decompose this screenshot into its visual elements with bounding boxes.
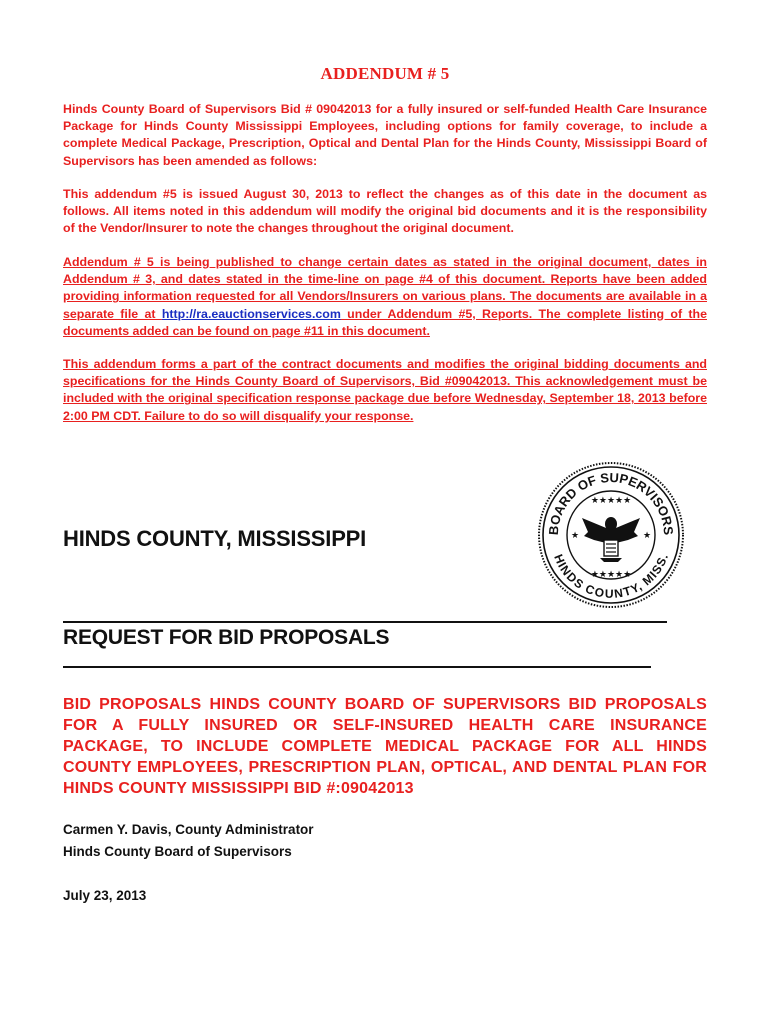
svg-text:★: ★: [642, 531, 652, 541]
seal-top-text: BOARD OF SUPERVISORS: [545, 469, 677, 536]
administrator-name: Carmen Y. Davis, County Administrator: [63, 822, 314, 837]
heading-rule-bottom: [63, 666, 651, 668]
svg-text:★: ★: [570, 531, 580, 541]
eagle-emblem: [582, 517, 640, 562]
board-name: Hinds County Board of Supervisors: [63, 844, 292, 859]
rfp-heading: REQUEST FOR BID PROPOSALS: [63, 626, 390, 649]
published-text-start: Addendum # 5 is being published to change certain dates as stated in the original document, dates in Addendum # 3, and dates stated in the time-line on page #4 of this document. Reports have been added providing information requested for all Vendors/Insurers on various plans. The documents are available in a separate file at: [63, 255, 707, 321]
heading-rule-top: [63, 621, 667, 623]
svg-text:★★★★★: ★★★★★: [590, 570, 632, 580]
document-date: July 23, 2013: [63, 888, 147, 903]
addendum-title: ADDENDUM # 5: [320, 64, 450, 83]
county-seal: [536, 460, 686, 610]
seal-bottom-text: HINDS COUNTY, MISS.: [551, 552, 671, 601]
intro-paragraph: Hinds County Board of Supervisors Bid # 09042013 for a fully insured or self-funded Health Care Insurance Package for Hinds County Mississippi Employees, including options for family coverage, to include a complete Medical Package, Prescription, Optical and Dental Plan for the Hinds County, Mississippi Board of Supervisors has been amended as follows:: [63, 102, 707, 168]
published-paragraph: [63, 254, 707, 340]
svg-text:★★★★★: ★★★★★: [590, 496, 632, 506]
contract-paragraph: This addendum forms a part of the contract documents and modifies the original bidding documents and specifications for the Hinds County Board of Supervisors, Bid #09042013. This acknowledgement must be included with the original specification response package due before Wednesday, September 18, 2013 before 2:00 PM CDT. Failure to do so will disqualify your response.: [63, 357, 707, 423]
bid-description: BID PROPOSALS HINDS COUNTY BOARD OF SUPERVISORS BID PROPOSALS FOR A FULLY INSURED OR SELF-INSURED HEALTH CARE INSURANCE PACKAGE, TO INCLUDE COMPLETE MEDICAL PACKAGE FOR ALL HINDS COUNTY EMPLOYEES, PRESCRIPTION PLAN, OPTICAL, AND DENTAL PLAN FOR HINDS COUNTY MISSISSIPPI BID #:09042013: [63, 696, 707, 797]
county-heading: HINDS COUNTY, MISSISSIPPI: [63, 526, 367, 551]
issued-paragraph: This addendum #5 is issued August 30, 2013 to reflect the changes as of this date in the document as follows. All items noted in this addendum will modify the original bid documents and it is the responsibility of the Vendor/Insurer to note the changes throughout the original document.: [63, 187, 707, 236]
eauction-link[interactable]: http://ra.eauctionservices.com: [161, 306, 341, 321]
published-text-end: under Addendum #5, Reports. The complete listing of the documents added can be found on page #11 in this document.: [63, 306, 707, 338]
